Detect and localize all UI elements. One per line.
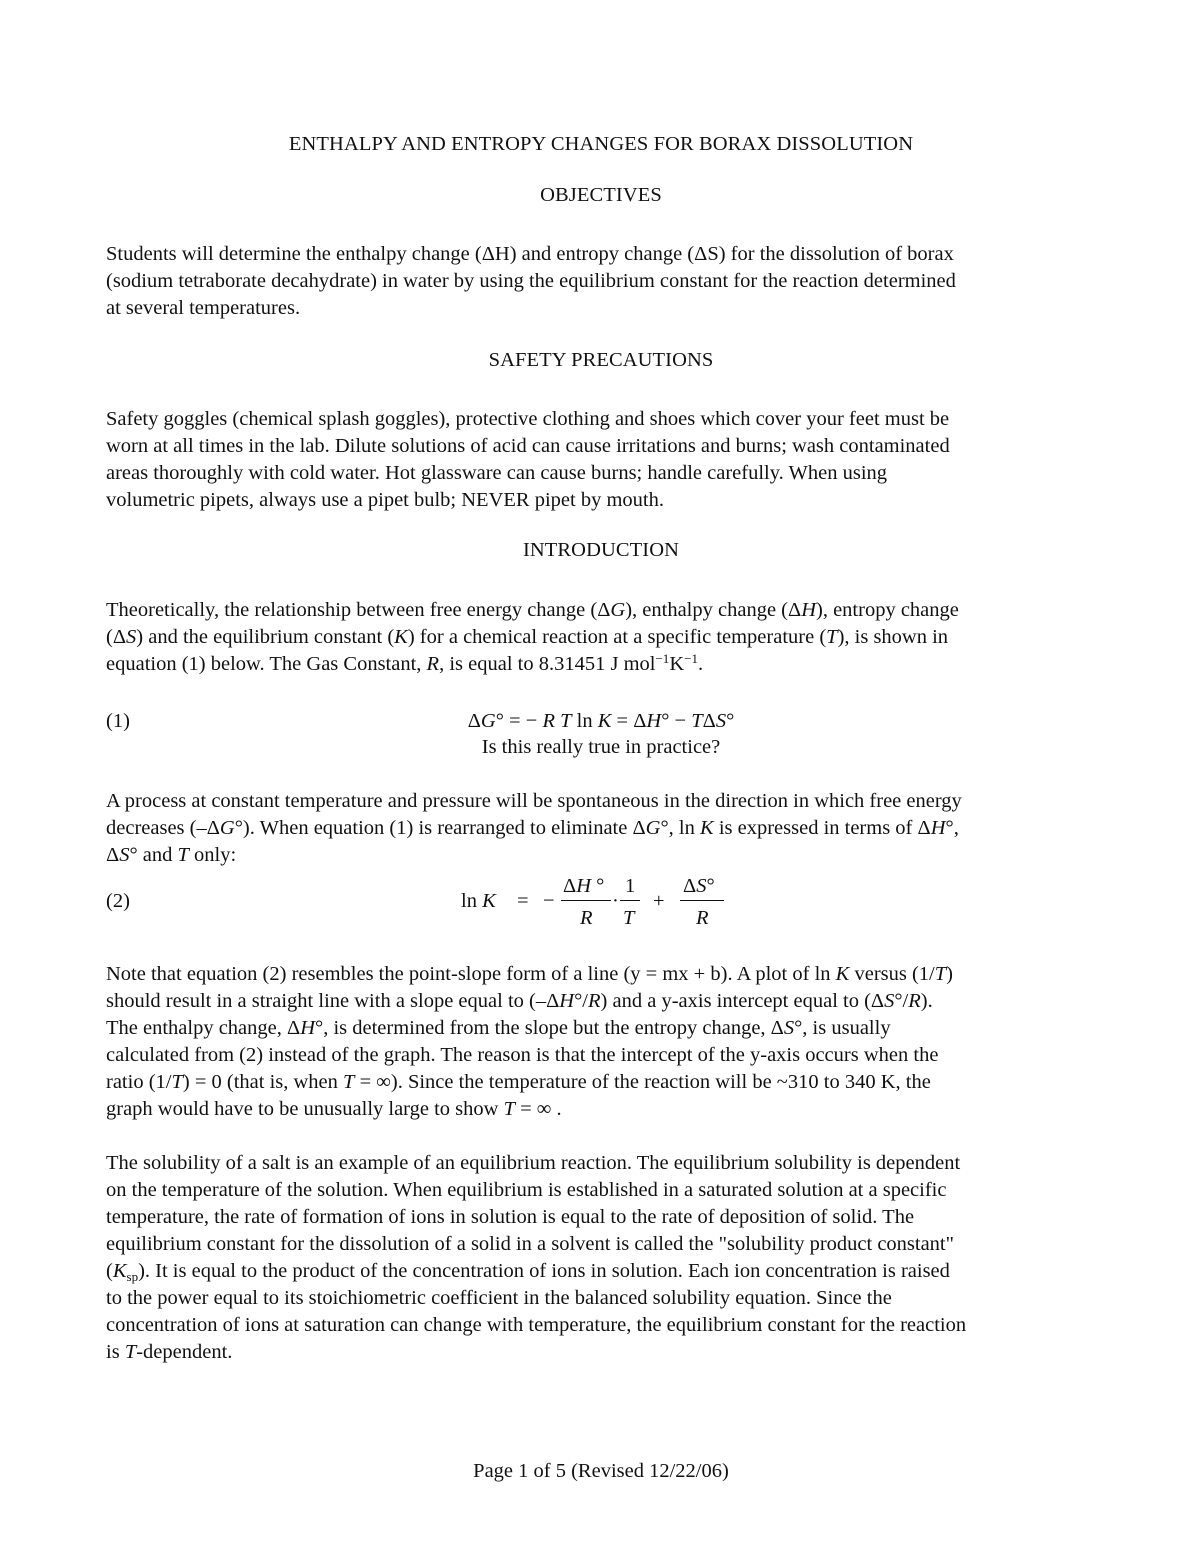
text-line: Theoretically, the relationship between free energy change (ΔG), enthalpy change (ΔH), entropy change bbox=[106, 599, 959, 621]
text-line: ΔS° and T only: bbox=[106, 844, 237, 866]
safety-paragraph bbox=[106, 406, 1106, 514]
intro-paragraph-1 bbox=[106, 597, 1106, 678]
text-line: temperature, the rate of formation of ions in solution is equal to the rate of deposition of solid. The bbox=[106, 1206, 915, 1228]
text-line: $(K_{sp})$. It is equal to the product of the concentration of ions in solution. Each ion concentration is raised bbox=[106, 1260, 950, 1284]
introduction-heading: INTRODUCTION bbox=[522, 539, 680, 561]
eq2-plus: + bbox=[653, 890, 665, 912]
text-line: graph would have to be unusually large to show T = ∞ . bbox=[106, 1098, 562, 1120]
text-line: Note that equation (2) resembles the point-slope form of a line (y = mx + b). A plot of ln K versus (1/T) bbox=[106, 963, 953, 985]
eq2-fraction-bar-3 bbox=[680, 900, 724, 901]
eq2-den-r: R bbox=[580, 907, 593, 929]
text-line: The solubility of a salt is an example of an equilibrium reaction. The equilibrium solubility is dependent bbox=[106, 1152, 961, 1174]
objectives-paragraph bbox=[106, 241, 1106, 322]
eq2-dot: · bbox=[612, 890, 619, 912]
text-line: Students will determine the enthalpy change (ΔH) and entropy change (ΔS) for the dissolution of borax bbox=[106, 243, 954, 265]
text-line: is T-dependent. bbox=[106, 1341, 233, 1363]
text-line: equation (1) below. The Gas Constant, R, is equal to 8.31451 J $mol^{-1}K^{-1}$. bbox=[106, 651, 704, 675]
document-page bbox=[106, 0, 1096, 1553]
intro-paragraph-3 bbox=[106, 961, 1106, 1123]
equation-2-label: (2) bbox=[106, 890, 130, 912]
eq2-fraction-bar-1 bbox=[561, 900, 611, 901]
eq2-den-r2: R bbox=[696, 907, 709, 929]
text-line: worn at all times in the lab. Dilute solutions of acid can cause irritations and burns; wash contaminated bbox=[106, 435, 950, 457]
page-footer: Page 1 of 5 (Revised 12/22/06) bbox=[473, 1460, 729, 1482]
text-line: concentration of ions at saturation can change with temperature, the equilibrium constant for the reaction bbox=[106, 1314, 967, 1336]
text-line: (ΔS) and the equilibrium constant (K) for a chemical reaction at a specific temperature (T), is shown in bbox=[106, 626, 949, 648]
eq2-lnk: ln K bbox=[461, 890, 496, 912]
text-line: should result in a straight line with a slope equal to (–ΔH°/R) and a y-axis intercept equal to (ΔS°/R). bbox=[106, 990, 933, 1012]
text-line: on the temperature of the solution. When equilibrium is established in a saturated solution at a specific bbox=[106, 1179, 947, 1201]
text-line: ratio (1/T) = 0 (that is, when T = ∞). Since the temperature of the reaction will be ~310 to 340 K, the bbox=[106, 1071, 931, 1093]
document-title: ENTHALPY AND ENTROPY CHANGES FOR BORAX DISSOLUTION bbox=[288, 133, 914, 155]
eq2-num-dH: ΔH ° bbox=[563, 875, 605, 897]
text-line: decreases (–ΔG°). When equation (1) is rearranged to eliminate ΔG°, ln K is expressed in terms of ΔH°, bbox=[106, 817, 959, 839]
equation-1: ΔG° = − R T ln K = ΔH° − TΔS° bbox=[467, 710, 735, 732]
eq2-num-1: 1 bbox=[625, 875, 636, 897]
eq2-equals: = bbox=[517, 890, 529, 912]
eq2-minus: − bbox=[543, 890, 555, 912]
text-line: volumetric pipets, always use a pipet bulb; NEVER pipet by mouth. bbox=[106, 489, 664, 511]
eq2-den-t: T bbox=[623, 907, 635, 929]
text-line: (sodium tetraborate decahydrate) in water by using the equilibrium constant for the reaction determined bbox=[106, 270, 956, 292]
safety-heading: SAFETY PRECAUTIONS bbox=[488, 349, 714, 371]
eq2-fraction-bar-2 bbox=[620, 900, 640, 901]
objectives-heading: OBJECTIVES bbox=[540, 184, 662, 206]
text-line: Safety goggles (chemical splash goggles), protective clothing and shoes which cover your feet must be bbox=[106, 408, 950, 430]
text-line: areas thoroughly with cold water. Hot glassware can cause burns; handle carefully. When using bbox=[106, 462, 888, 484]
equation-1-label: (1) bbox=[106, 710, 130, 732]
eq2-num-ds: ΔS° bbox=[683, 875, 715, 897]
equation-1-note: Is this really true in practice? bbox=[481, 736, 721, 758]
text-line: to the power equal to its stoichiometric coefficient in the balanced solubility equation. Since the bbox=[106, 1287, 892, 1309]
text-line: equilibrium constant for the dissolution of a solid in a solvent is called the "solubility product constant" bbox=[106, 1233, 954, 1255]
text-line: at several temperatures. bbox=[106, 297, 301, 319]
text-line: The enthalpy change, ΔH°, is determined from the slope but the entropy change, ΔS°, is usually bbox=[106, 1017, 891, 1039]
intro-paragraph-4 bbox=[106, 1150, 1106, 1366]
text-line: calculated from (2) instead of the graph. The reason is that the intercept of the y-axis occurs when the bbox=[106, 1044, 939, 1066]
intro-paragraph-2 bbox=[106, 788, 1106, 869]
text-line: A process at constant temperature and pressure will be spontaneous in the direction in which free energy bbox=[106, 790, 962, 812]
